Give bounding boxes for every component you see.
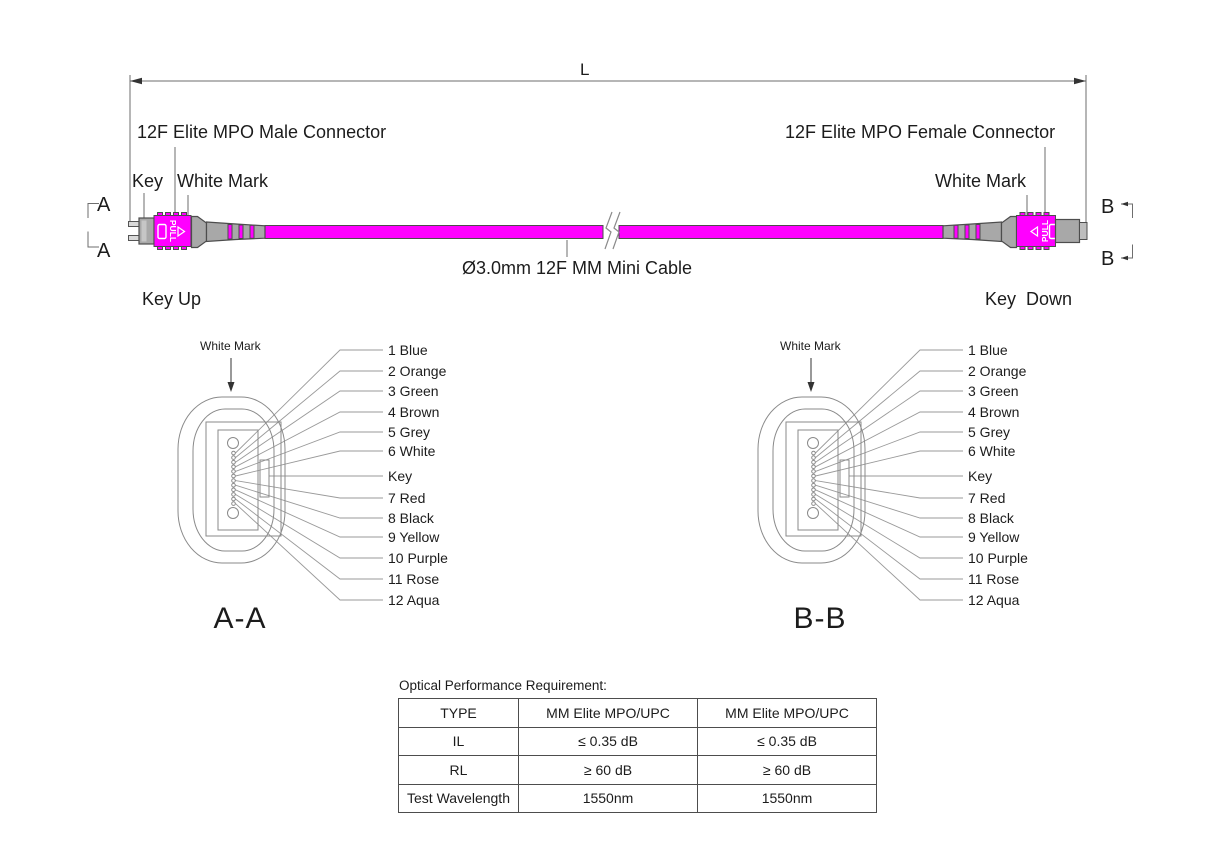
male-connector-label: 12F Elite MPO Male Connector [137, 122, 387, 142]
ferrule-highlight [142, 221, 147, 242]
pull-sleeve [154, 213, 191, 250]
table-cell: ≤ 0.35 dB [519, 727, 698, 756]
table-cell: Test Wavelength [399, 784, 519, 813]
boot-band [239, 225, 243, 239]
cable-spec-label: Ø3.0mm 12F MM Mini Cable [462, 258, 693, 278]
table-row [399, 756, 877, 785]
dim-arrow-left [130, 78, 142, 84]
connector-flange [192, 217, 207, 248]
table-row [399, 699, 877, 728]
table-cell: MM Elite MPO/UPC [519, 699, 698, 728]
male-connector-drawing [129, 213, 266, 250]
bracket-B-top-tick [1121, 202, 1128, 206]
table-cell: ≥ 60 dB [519, 756, 698, 785]
boot-band [250, 225, 254, 238]
table-cell: IL [399, 727, 519, 756]
table-cell: TYPE [399, 699, 519, 728]
section-b-bottom-label: B [1101, 248, 1115, 270]
fiber-label-4: 4 Brown [388, 404, 440, 420]
fiber-label-2: 2 Orange [388, 363, 447, 379]
table-cell: ≤ 0.35 dB [698, 727, 877, 756]
section-a-bottom-label: A [97, 240, 111, 262]
dimension-L [130, 75, 1086, 230]
table-cell: 1550nm [698, 784, 877, 813]
table-row [399, 784, 877, 813]
female-tip-end [1080, 223, 1088, 240]
pull-text: PULL [167, 219, 178, 243]
fiber-label-12: 12 Aqua [968, 592, 1020, 608]
fiber-label-12: 12 Aqua [388, 592, 440, 608]
key-down-label: Key Down [985, 289, 1073, 309]
fiber-label-10: 10 Purple [388, 550, 448, 566]
white-mark-label-a: White Mark [200, 339, 261, 353]
fiber-label-1: 1 Blue [388, 342, 428, 358]
bracket-B-top [1121, 204, 1133, 218]
optical-performance-table [398, 698, 877, 813]
boot-band [976, 225, 980, 240]
female-tip-body [1056, 220, 1080, 243]
fiber-label-11: 11 Rose [968, 571, 1020, 587]
white-mark-label-b: White Mark [780, 339, 841, 353]
fiber-label-5: 5 Grey [388, 424, 431, 440]
strain-relief-boot [943, 222, 1002, 242]
strain-relief-boot [207, 222, 266, 242]
bracket-B-bottom [1121, 245, 1133, 259]
guide-pin-top [129, 222, 140, 227]
length-dimension-label: L [580, 60, 590, 79]
cable-line [265, 212, 943, 249]
section-a-top-label: A [97, 194, 111, 216]
guide-pin-bottom [129, 236, 140, 241]
fiber-label-6: 6 White [968, 443, 1016, 459]
white-mark-label-right: White Mark [935, 171, 1027, 191]
fiber-label-2: 2 Orange [968, 363, 1027, 379]
view-b-title: B-B [793, 602, 847, 635]
key-up-label: Key Up [142, 289, 202, 309]
table-cell: MM Elite MPO/UPC [698, 699, 877, 728]
cable-segment-right [619, 226, 943, 239]
boot-band [965, 225, 969, 239]
table-cell: ≥ 60 dB [698, 756, 877, 785]
pull-sleeve [1017, 213, 1058, 250]
female-connector-label: 12F Elite MPO Female Connector [785, 122, 1056, 142]
boot-band [228, 225, 232, 240]
table-title: Optical Performance Requirement: [399, 678, 607, 693]
fiber-label-1: 1 Blue [968, 342, 1008, 358]
key-feature-label: Key [968, 468, 993, 484]
table-cell: 1550nm [519, 784, 698, 813]
fiber-label-5: 5 Grey [968, 424, 1011, 440]
key-label: Key [132, 171, 164, 191]
view-a-title: A-A [213, 602, 267, 635]
fiber-label-6: 6 White [388, 443, 436, 459]
fiber-label-9: 9 Yellow [388, 529, 440, 545]
fiber-label-10: 10 Purple [968, 550, 1028, 566]
bracket-B-bottom-tick [1121, 256, 1128, 260]
fiber-label-3: 3 Green [388, 383, 439, 399]
white-mark-label-left: White Mark [177, 171, 269, 191]
boot-band [954, 225, 958, 238]
fiber-label-7: 7 Red [968, 490, 1006, 506]
dim-arrow-right [1074, 78, 1086, 84]
fiber-label-11: 11 Rose [388, 571, 440, 587]
fiber-label-3: 3 Green [968, 383, 1019, 399]
connector-flange [1002, 217, 1017, 248]
section-b-top-label: B [1101, 196, 1115, 218]
fiber-label-7: 7 Red [388, 490, 426, 506]
cable-segment-left [265, 226, 603, 239]
pull-text: PULL [1039, 219, 1050, 243]
fiber-label-8: 8 Black [968, 510, 1014, 526]
female-connector-drawing [943, 213, 1087, 250]
view-b-b [730, 330, 1060, 665]
key-feature-label: Key [388, 468, 413, 484]
view-a-a [150, 330, 480, 665]
fiber-label-4: 4 Brown [968, 404, 1020, 420]
cable-break-symbol [605, 212, 620, 249]
table-cell: RL [399, 756, 519, 785]
label-leaders [144, 147, 1045, 257]
fiber-label-9: 9 Yellow [968, 529, 1020, 545]
table-row [399, 727, 877, 756]
cable-assembly-drawing [0, 0, 1214, 330]
fiber-label-8: 8 Black [388, 510, 434, 526]
